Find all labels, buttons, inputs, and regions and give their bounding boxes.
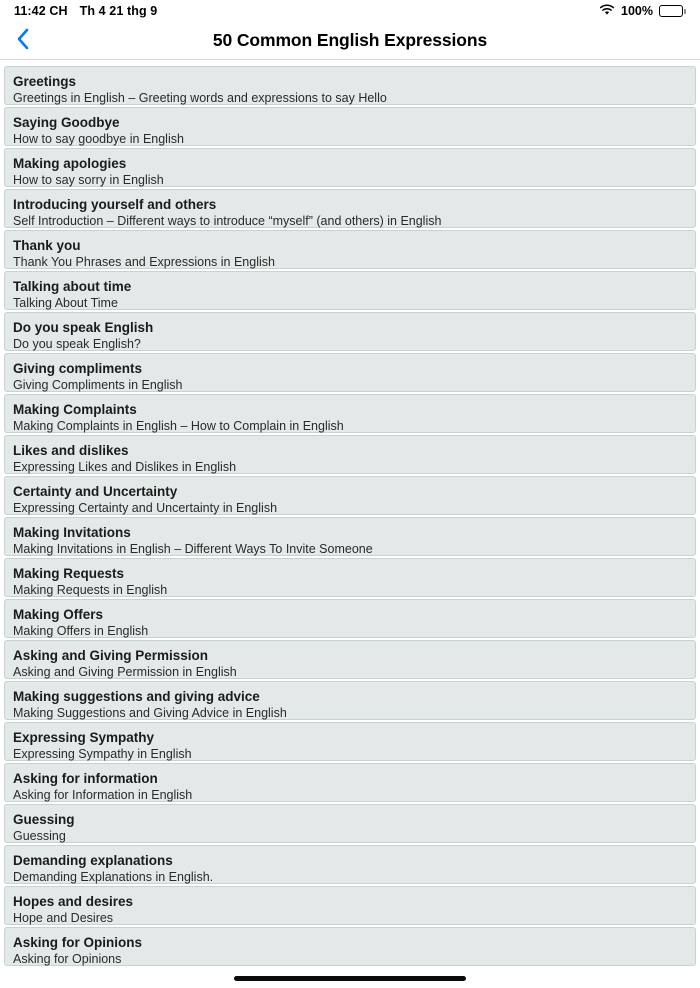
list-item[interactable] <box>4 394 696 433</box>
list-item-subtitle: Expressing Likes and Dislikes in English <box>13 460 237 474</box>
list-item-title: Giving compliments <box>13 361 143 376</box>
list-item-subtitle: How to say sorry in English <box>13 173 164 187</box>
chevron-left-icon <box>16 28 30 55</box>
home-indicator-area <box>0 968 700 988</box>
list-item-title: Asking for Opinions <box>13 935 143 950</box>
list-item-title: Expressing Sympathy <box>13 730 155 745</box>
list-item[interactable] <box>4 599 696 638</box>
navigation-bar <box>0 22 700 60</box>
wifi-icon <box>599 4 615 19</box>
list-item[interactable] <box>4 517 696 556</box>
list-item-title: Making Invitations <box>13 525 131 540</box>
list-item-subtitle: Making Suggestions and Giving Advice in English <box>13 706 287 720</box>
battery-percent-label: 100% <box>621 4 653 18</box>
list-item[interactable] <box>4 640 696 679</box>
list-item[interactable] <box>4 148 696 187</box>
list-item-subtitle: Asking and Giving Permission in English <box>13 665 237 679</box>
expressions-list[interactable] <box>0 60 700 968</box>
list-item-title: Making apologies <box>13 156 127 171</box>
list-item[interactable] <box>4 435 696 474</box>
list-item-title: Talking about time <box>13 279 132 294</box>
list-item-title: Do you speak English <box>13 320 154 335</box>
list-item[interactable] <box>4 66 696 105</box>
list-item[interactable] <box>4 189 696 228</box>
list-item[interactable] <box>4 845 696 884</box>
status-bar-right <box>599 4 686 19</box>
list-item-subtitle: Self Introduction – Different ways to introduce “myself” (and others) in English <box>13 214 442 228</box>
list-item-title: Demanding explanations <box>13 853 173 868</box>
list-item-subtitle: Guessing <box>13 829 66 843</box>
list-item-title: Thank you <box>13 238 81 253</box>
status-bar-left <box>14 4 157 18</box>
list-item[interactable] <box>4 107 696 146</box>
list-item-title: Guessing <box>13 812 75 827</box>
list-item-title: Asking and Giving Permission <box>13 648 209 663</box>
list-item[interactable] <box>4 271 696 310</box>
list-item-title: Likes and dislikes <box>13 443 129 458</box>
back-button[interactable] <box>6 22 40 60</box>
list-item-subtitle: Hope and Desires <box>13 911 114 925</box>
list-item[interactable] <box>4 353 696 392</box>
status-bar <box>0 0 700 22</box>
list-item[interactable] <box>4 681 696 720</box>
list-item-subtitle: Making Invitations in English – Different Ways To Invite Someone <box>13 542 373 556</box>
list-item[interactable] <box>4 476 696 515</box>
page-title: 50 Common English Expressions <box>212 30 488 50</box>
list-item[interactable] <box>4 927 696 966</box>
list-item[interactable] <box>4 763 696 802</box>
list-item-subtitle: Talking About Time <box>13 296 118 310</box>
list-item-title: Making Requests <box>13 566 125 581</box>
list-item-subtitle: Giving Compliments in English <box>13 378 183 392</box>
list-item[interactable] <box>4 312 696 351</box>
list-item[interactable] <box>4 558 696 597</box>
list-item[interactable] <box>4 722 696 761</box>
list-item-title: Greetings <box>13 74 77 89</box>
battery-full-icon <box>659 5 686 17</box>
list-item-subtitle: Do you speak English? <box>13 337 141 351</box>
list-item-title: Saying Goodbye <box>13 115 120 130</box>
list-item-title: Asking for information <box>13 771 158 786</box>
list-item-subtitle: Expressing Certainty and Uncertainty in English <box>13 501 278 515</box>
list-item-subtitle: Thank You Phrases and Expressions in English <box>13 255 275 269</box>
list-item-title: Hopes and desires <box>13 894 134 909</box>
list-item[interactable] <box>4 230 696 269</box>
list-item-subtitle: Demanding Explanations in English. <box>13 870 214 884</box>
list-item-subtitle: Asking for Opinions <box>13 952 122 966</box>
list-item-title: Making suggestions and giving advice <box>13 689 260 704</box>
list-item[interactable] <box>4 886 696 925</box>
list-item-subtitle: Making Requests in English <box>13 583 168 597</box>
list-item-subtitle: Making Offers in English <box>13 624 149 638</box>
status-time: 11:42 CH <box>14 4 68 18</box>
status-date: Th 4 21 thg 9 <box>79 4 158 18</box>
list-item-subtitle: Making Complaints in English – How to Complain in English <box>13 419 344 433</box>
list-item[interactable] <box>4 804 696 843</box>
list-item-title: Making Complaints <box>13 402 137 417</box>
home-indicator[interactable] <box>234 976 466 981</box>
list-item-title: Introducing yourself and others <box>13 197 217 212</box>
list-item-title: Certainty and Uncertainty <box>13 484 178 499</box>
list-item-subtitle: How to say goodbye in English <box>13 132 184 146</box>
list-item-title: Making Offers <box>13 607 104 622</box>
list-item-subtitle: Greetings in English – Greeting words and expressions to say Hello <box>13 91 387 105</box>
list-item-subtitle: Asking for Information in English <box>13 788 193 802</box>
list-item-subtitle: Expressing Sympathy in English <box>13 747 192 761</box>
